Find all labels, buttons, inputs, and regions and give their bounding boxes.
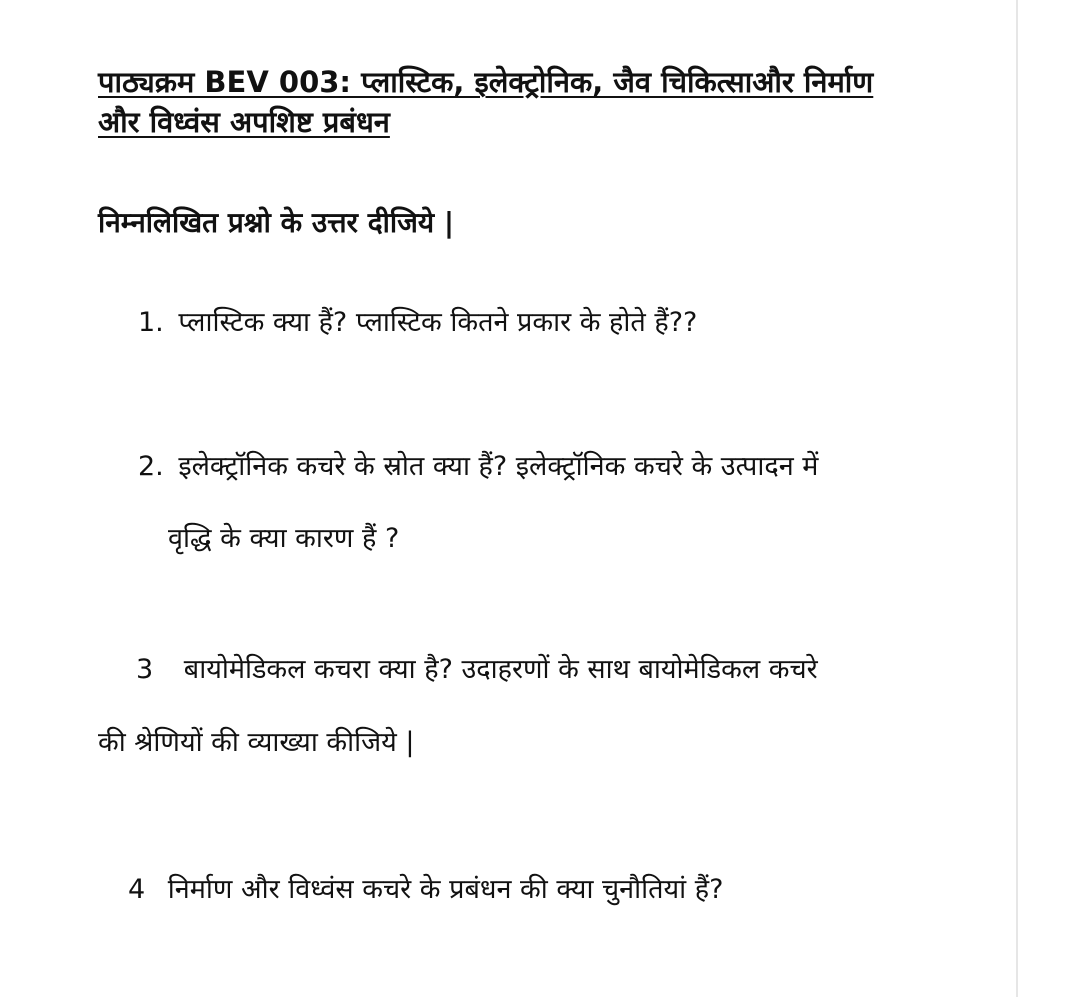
question-text: प्लास्टिक क्या हैं? प्लास्टिक कितने प्रकार के होते हैं?? [178,307,698,338]
question-2-continuation: वृद्धि के क्या कारण हैं ? [168,523,400,554]
course-title: पाठ्यक्रम BEV 003: प्लास्टिक, इलेक्ट्रोनिक, जैव चिकित्साऔर निर्माण और विध्वंस अपशिष्ट प्रबंधन [98,65,874,139]
question-4 [128,871,723,909]
right-margin [1018,0,1080,997]
question-text: निर्माण और विध्वंस कचरे के प्रबंधन की क्या चुनौतियां हैं? [167,874,724,905]
question-1 [138,304,697,342]
question-number: 1. [138,307,164,338]
question-text: इलेक्ट्रॉनिक कचरे के स्रोत क्या हैं? इलेक्ट्रॉनिक कचरे के उत्पादन में [178,451,819,482]
question-number: 3 [136,654,154,685]
instruction-text: निम्नलिखित प्रश्नो के उत्तर दीजिये | [98,206,455,239]
question-number: 4 [128,874,146,905]
question-2 [138,448,818,486]
question-number: 2. [138,451,164,482]
question-3 [136,651,818,689]
question-3-continuation: की श्रेणियों की व्याख्या कीजिये | [98,727,415,758]
question-text: बायोमेडिकल कचरा क्या है? उदाहरणों के साथ बायोमेडिकल कचरे [183,654,818,685]
